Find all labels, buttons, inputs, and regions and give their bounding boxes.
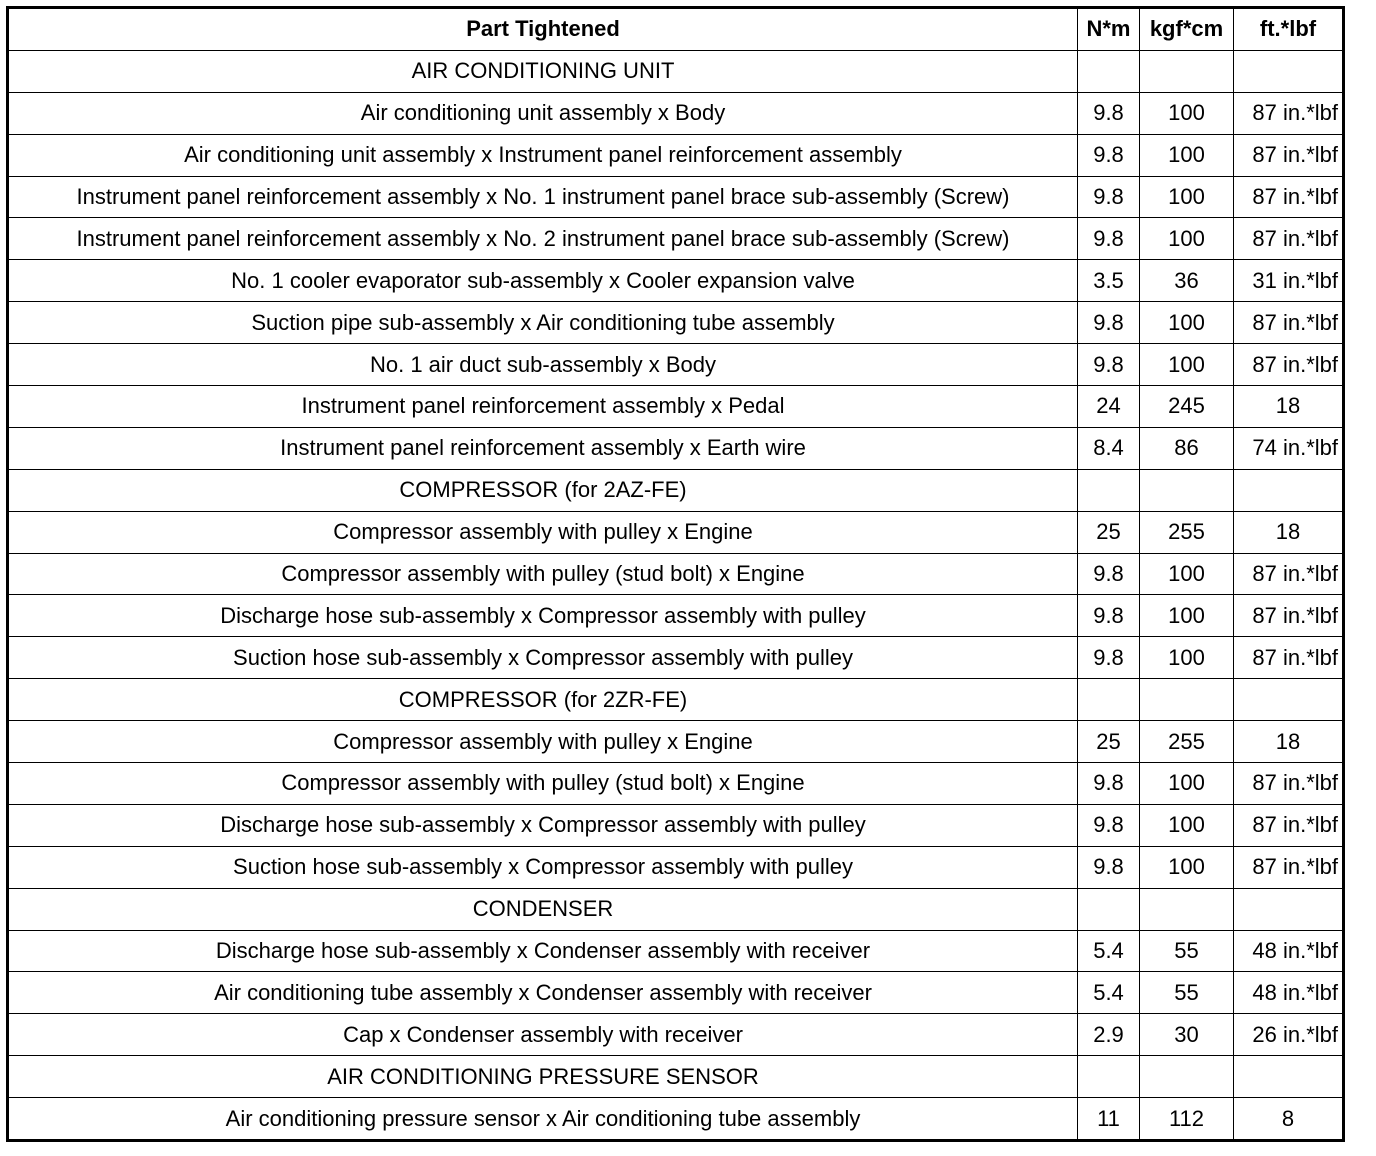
header-part-tightened: Part Tightened [8, 8, 1078, 51]
kgf-cm-cell: 55 [1140, 930, 1234, 972]
kgf-cm-cell: 100 [1140, 92, 1234, 134]
empty-cell [1234, 1056, 1344, 1098]
empty-cell [1078, 1056, 1140, 1098]
kgf-cm-cell: 36 [1140, 260, 1234, 302]
table-row [8, 721, 1344, 763]
empty-cell [1234, 679, 1344, 721]
kgf-cm-cell: 100 [1140, 595, 1234, 637]
nm-cell: 25 [1078, 721, 1140, 763]
nm-cell: 5.4 [1078, 930, 1140, 972]
empty-cell [1234, 469, 1344, 511]
part-tightened-cell: Instrument panel reinforcement assembly x Earth wire [8, 427, 1078, 469]
nm-cell: 2.9 [1078, 1014, 1140, 1056]
nm-cell: 9.8 [1078, 595, 1140, 637]
table-row [8, 1098, 1344, 1141]
nm-cell: 3.5 [1078, 260, 1140, 302]
kgf-cm-cell: 100 [1140, 637, 1234, 679]
part-tightened-cell: Discharge hose sub-assembly x Condenser assembly with receiver [8, 930, 1078, 972]
nm-cell: 24 [1078, 386, 1140, 428]
kgf-cm-cell: 245 [1140, 386, 1234, 428]
nm-cell: 5.4 [1078, 972, 1140, 1014]
ft-lbf-cell: 87 in.*lbf [1234, 637, 1344, 679]
empty-cell [1140, 469, 1234, 511]
empty-cell [1140, 1056, 1234, 1098]
part-tightened-cell: No. 1 air duct sub-assembly x Body [8, 344, 1078, 386]
part-tightened-cell: Suction hose sub-assembly x Compressor assembly with pulley [8, 846, 1078, 888]
nm-cell: 9.8 [1078, 176, 1140, 218]
ft-lbf-cell: 87 in.*lbf [1234, 763, 1344, 805]
part-tightened-cell: Air conditioning tube assembly x Condenser assembly with receiver [8, 972, 1078, 1014]
ft-lbf-cell: 87 in.*lbf [1234, 804, 1344, 846]
part-tightened-cell: Instrument panel reinforcement assembly x Pedal [8, 386, 1078, 428]
nm-cell: 9.8 [1078, 846, 1140, 888]
ft-lbf-cell: 18 [1234, 511, 1344, 553]
table-row [8, 804, 1344, 846]
part-tightened-cell: Compressor assembly with pulley (stud bolt) x Engine [8, 763, 1078, 805]
section-title: AIR CONDITIONING PRESSURE SENSOR [8, 1056, 1078, 1098]
ft-lbf-cell: 18 [1234, 386, 1344, 428]
section-row [8, 679, 1344, 721]
nm-cell: 9.8 [1078, 134, 1140, 176]
table-row [8, 511, 1344, 553]
kgf-cm-cell: 100 [1140, 344, 1234, 386]
part-tightened-cell: Instrument panel reinforcement assembly x No. 2 instrument panel brace sub-assembly (Screw) [8, 218, 1078, 260]
ft-lbf-cell: 26 in.*lbf [1234, 1014, 1344, 1056]
nm-cell: 9.8 [1078, 302, 1140, 344]
table-row [8, 637, 1344, 679]
empty-cell [1140, 679, 1234, 721]
section-title: COMPRESSOR (for 2AZ-FE) [8, 469, 1078, 511]
table-row [8, 595, 1344, 637]
table-row [8, 302, 1344, 344]
table-row [8, 176, 1344, 218]
table-row [8, 218, 1344, 260]
nm-cell: 9.8 [1078, 763, 1140, 805]
ft-lbf-cell: 87 in.*lbf [1234, 553, 1344, 595]
nm-cell: 9.8 [1078, 218, 1140, 260]
table-row [8, 386, 1344, 428]
section-row [8, 50, 1344, 92]
kgf-cm-cell: 100 [1140, 176, 1234, 218]
nm-cell: 9.8 [1078, 553, 1140, 595]
empty-cell [1234, 888, 1344, 930]
empty-cell [1078, 679, 1140, 721]
kgf-cm-cell: 255 [1140, 511, 1234, 553]
ft-lbf-cell: 31 in.*lbf [1234, 260, 1344, 302]
part-tightened-cell: Suction hose sub-assembly x Compressor assembly with pulley [8, 637, 1078, 679]
part-tightened-cell: Suction pipe sub-assembly x Air conditioning tube assembly [8, 302, 1078, 344]
empty-cell [1140, 50, 1234, 92]
part-tightened-cell: Cap x Condenser assembly with receiver [8, 1014, 1078, 1056]
table-row [8, 260, 1344, 302]
part-tightened-cell: Compressor assembly with pulley x Engine [8, 511, 1078, 553]
empty-cell [1140, 888, 1234, 930]
kgf-cm-cell: 112 [1140, 1098, 1234, 1141]
kgf-cm-cell: 255 [1140, 721, 1234, 763]
ft-lbf-cell: 48 in.*lbf [1234, 930, 1344, 972]
table-row [8, 134, 1344, 176]
kgf-cm-cell: 100 [1140, 302, 1234, 344]
part-tightened-cell: Discharge hose sub-assembly x Compressor assembly with pulley [8, 804, 1078, 846]
header-row [8, 8, 1344, 51]
header-kgf-cm: kgf*cm [1140, 8, 1234, 51]
part-tightened-cell: Air conditioning unit assembly x Body [8, 92, 1078, 134]
part-tightened-cell: Discharge hose sub-assembly x Compressor assembly with pulley [8, 595, 1078, 637]
kgf-cm-cell: 55 [1140, 972, 1234, 1014]
table-row [8, 427, 1344, 469]
empty-cell [1078, 50, 1140, 92]
nm-cell: 8.4 [1078, 427, 1140, 469]
nm-cell: 25 [1078, 511, 1140, 553]
header-nm: N*m [1078, 8, 1140, 51]
ft-lbf-cell: 87 in.*lbf [1234, 302, 1344, 344]
header-ft-lbf: ft.*lbf [1234, 8, 1344, 51]
kgf-cm-cell: 100 [1140, 804, 1234, 846]
table-row [8, 972, 1344, 1014]
table-row [8, 344, 1344, 386]
empty-cell [1078, 469, 1140, 511]
section-title: COMPRESSOR (for 2ZR-FE) [8, 679, 1078, 721]
table-row [8, 930, 1344, 972]
ft-lbf-cell: 87 in.*lbf [1234, 176, 1344, 218]
ft-lbf-cell: 87 in.*lbf [1234, 218, 1344, 260]
kgf-cm-cell: 100 [1140, 134, 1234, 176]
part-tightened-cell: Compressor assembly with pulley x Engine [8, 721, 1078, 763]
section-title: AIR CONDITIONING UNIT [8, 50, 1078, 92]
ft-lbf-cell: 87 in.*lbf [1234, 134, 1344, 176]
nm-cell: 11 [1078, 1098, 1140, 1141]
part-tightened-cell: Compressor assembly with pulley (stud bolt) x Engine [8, 553, 1078, 595]
ft-lbf-cell: 8 [1234, 1098, 1344, 1141]
kgf-cm-cell: 86 [1140, 427, 1234, 469]
ft-lbf-cell: 74 in.*lbf [1234, 427, 1344, 469]
table-row [8, 846, 1344, 888]
part-tightened-cell: Air conditioning pressure sensor x Air conditioning tube assembly [8, 1098, 1078, 1141]
table-row [8, 553, 1344, 595]
part-tightened-cell: Air conditioning unit assembly x Instrument panel reinforcement assembly [8, 134, 1078, 176]
ft-lbf-cell: 18 [1234, 721, 1344, 763]
section-row [8, 1056, 1344, 1098]
ft-lbf-cell: 87 in.*lbf [1234, 595, 1344, 637]
empty-cell [1078, 888, 1140, 930]
part-tightened-cell: Instrument panel reinforcement assembly x No. 1 instrument panel brace sub-assembly (Screw) [8, 176, 1078, 218]
nm-cell: 9.8 [1078, 344, 1140, 386]
section-row [8, 888, 1344, 930]
ft-lbf-cell: 48 in.*lbf [1234, 972, 1344, 1014]
nm-cell: 9.8 [1078, 804, 1140, 846]
ft-lbf-cell: 87 in.*lbf [1234, 344, 1344, 386]
table-row [8, 763, 1344, 805]
table-row [8, 1014, 1344, 1056]
kgf-cm-cell: 100 [1140, 763, 1234, 805]
nm-cell: 9.8 [1078, 637, 1140, 679]
torque-spec-table [6, 6, 1345, 1142]
empty-cell [1234, 50, 1344, 92]
kgf-cm-cell: 30 [1140, 1014, 1234, 1056]
section-title: CONDENSER [8, 888, 1078, 930]
kgf-cm-cell: 100 [1140, 553, 1234, 595]
part-tightened-cell: No. 1 cooler evaporator sub-assembly x Cooler expansion valve [8, 260, 1078, 302]
ft-lbf-cell: 87 in.*lbf [1234, 92, 1344, 134]
ft-lbf-cell: 87 in.*lbf [1234, 846, 1344, 888]
kgf-cm-cell: 100 [1140, 218, 1234, 260]
kgf-cm-cell: 100 [1140, 846, 1234, 888]
table-row [8, 92, 1344, 134]
section-row [8, 469, 1344, 511]
nm-cell: 9.8 [1078, 92, 1140, 134]
